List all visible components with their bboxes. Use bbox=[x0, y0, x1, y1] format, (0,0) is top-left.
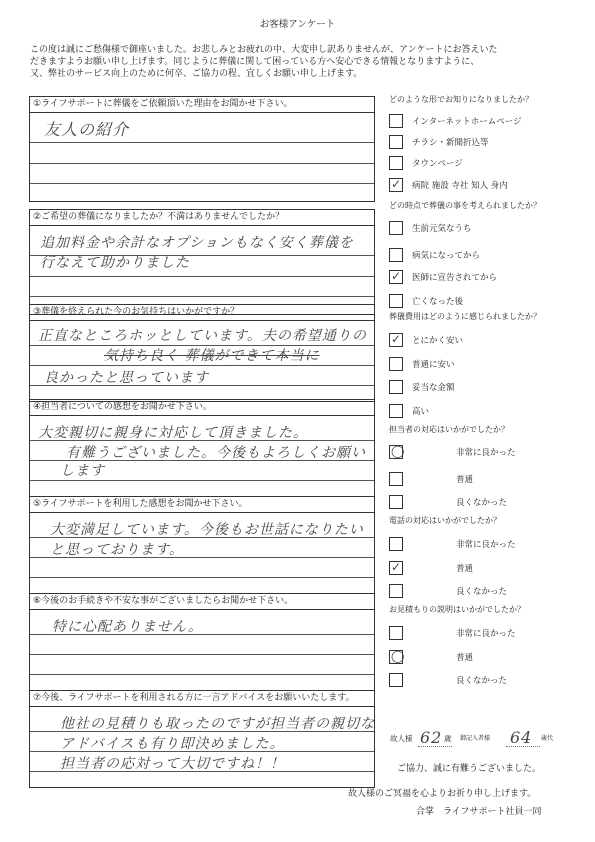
question-7-answer: 他社の見積りも取ったのですが担当者の親切な bbox=[60, 716, 375, 732]
writer-age-value: 64 bbox=[510, 728, 533, 747]
question-5-answer: 大変満足しています。今後もお世話になりたい bbox=[50, 522, 364, 538]
checkbox[interactable] bbox=[389, 650, 403, 664]
question-3-answer: 気持ち良く 葬儀ができて本当に bbox=[104, 348, 320, 364]
footer-thanks: ご協力、誠に有難うございました。 bbox=[397, 764, 542, 774]
checkbox[interactable] bbox=[389, 114, 403, 128]
checkbox[interactable] bbox=[389, 584, 403, 598]
checkbox-label: 普通 bbox=[456, 653, 474, 663]
question-7-box bbox=[29, 690, 375, 788]
checkbox[interactable] bbox=[389, 380, 403, 394]
checkbox-label: 非常に良かった bbox=[456, 540, 516, 550]
question-4-answer: 有難うございました。今後もよろしくお願い bbox=[66, 445, 366, 461]
checkbox-label: 病気になってから bbox=[412, 251, 481, 261]
checkbox[interactable] bbox=[389, 135, 403, 149]
right-question-label: お見積もりの説明はいかがでしたか？ bbox=[389, 605, 525, 614]
checkbox-label: 良くなかった bbox=[456, 498, 508, 508]
checkbox[interactable] bbox=[389, 178, 403, 192]
checkbox-label: 普通 bbox=[456, 475, 474, 485]
checkbox[interactable] bbox=[389, 495, 403, 509]
question-3-label: ③葬儀を終えられた今のお気持ちはいかがですか？ bbox=[30, 305, 374, 321]
checkbox-label: インターネットホームページ bbox=[412, 117, 522, 127]
right-question-label: 担当者の対応はいかがでしたか？ bbox=[389, 425, 509, 434]
checkbox[interactable] bbox=[389, 357, 403, 371]
question-2-answer: 行なえて助かりました bbox=[40, 255, 190, 271]
question-4-answer: 大変親切に親身に対応して頂きました。 bbox=[38, 425, 308, 441]
right-question-label: 葬儀費用はどのように感じられましたか？ bbox=[389, 312, 541, 321]
writer-age-line bbox=[506, 746, 540, 747]
question-2-label: ②ご希望の葬儀になりましたか？不満はありませんでしたか？ bbox=[30, 210, 374, 226]
question-4-box bbox=[29, 399, 375, 497]
checkbox[interactable] bbox=[389, 294, 403, 308]
intro-text bbox=[30, 44, 575, 80]
question-6-label: ⑥今後のお手続きや不安な事がございましたらお聞かせ下さい。 bbox=[30, 594, 374, 610]
check-mark-icon: ✓ bbox=[391, 560, 402, 574]
question-1-answer: 友人の紹介 bbox=[44, 120, 130, 139]
checkbox[interactable] bbox=[389, 561, 403, 575]
survey-title: お客様アンケート bbox=[259, 19, 336, 30]
right-question-label: どの時点で葬儀の事を考えられましたか？ bbox=[389, 201, 541, 210]
intro-line: この度は誠にご愁傷様で御座いました。お悲しみとお疲れの中、大変申し訳ありませんが、アンケートにお答えいた bbox=[30, 45, 498, 55]
question-3-answer: 正直なところホッとしています。夫の希望通りの bbox=[38, 328, 367, 344]
checkbox-label: とにかく安い bbox=[412, 336, 464, 346]
footer-prayer: 故人様のご冥福を心よりお祈り申し上げます。 bbox=[348, 789, 537, 799]
check-mark-icon: ✓ bbox=[391, 269, 402, 283]
checkbox[interactable] bbox=[389, 537, 403, 551]
checkbox-label: 良くなかった bbox=[456, 676, 508, 686]
question-2-box bbox=[29, 209, 375, 315]
checkbox-label: 良くなかった bbox=[456, 587, 508, 597]
question-2-answer: 追加料金や余計なオプションもなく安く葬儀を bbox=[40, 235, 354, 251]
question-7-answer: 担当者の応対って大切ですね！！ bbox=[60, 756, 285, 772]
deceased-age-value: 62 bbox=[420, 728, 443, 747]
deceased-age-unit: 歳 bbox=[444, 734, 452, 743]
question-3-answer: 良かったと思っています bbox=[44, 370, 209, 386]
deceased-age-line bbox=[418, 746, 452, 747]
intro-line: 又、弊社のサービス向上のために何卒、ご協力の程、宜しくお願い申し上げます。 bbox=[30, 69, 363, 79]
question-4-answer: します bbox=[60, 463, 105, 479]
question-4-label: ④担当者についての感想をお聞かせ下さい。 bbox=[30, 400, 374, 416]
check-mark-icon: ✓ bbox=[391, 332, 402, 346]
question-5-answer: と思っております。 bbox=[50, 542, 184, 558]
check-mark-icon: ✓ bbox=[391, 177, 402, 191]
checkbox-label: 病院 施設 寺社 知人 身内 bbox=[412, 181, 508, 191]
checkbox[interactable] bbox=[389, 404, 403, 418]
checkbox-label: タウンページ bbox=[412, 159, 463, 169]
checkbox-label: 医師に宣告されてから bbox=[412, 273, 498, 283]
question-5-box bbox=[29, 496, 375, 594]
question-7-answer: アドバイスも有り即決めました。 bbox=[60, 736, 285, 752]
question-7-label: ⑦今後、ライフサポートを利用される方に一言アドバイスをお願いいたします。 bbox=[30, 691, 374, 707]
footer-signature: 合掌 ライフサポート社員一同 bbox=[416, 807, 542, 817]
checkbox-label: チラシ・新聞折込等 bbox=[412, 138, 489, 148]
checkbox[interactable] bbox=[389, 221, 403, 235]
checkbox[interactable] bbox=[389, 156, 403, 170]
checkbox-label: 非常に良かった bbox=[456, 629, 516, 639]
writer-age-unit: 歳代 bbox=[541, 735, 554, 742]
checkbox-label: 非常に良かった bbox=[456, 448, 516, 458]
checkbox[interactable] bbox=[389, 333, 403, 347]
checkbox-label: 高い bbox=[412, 407, 430, 417]
right-question-label: どのような形でお知りになりましたか？ bbox=[389, 95, 533, 104]
intro-line: だきますようお願い申し上げます。同じように葬儀に関して困っている方へ安心できる情報となりますように、 bbox=[30, 57, 480, 67]
checkbox-label: 妥当な金額 bbox=[412, 383, 455, 393]
question-5-label: ⑤ライフサポートを利用した感想をお聞かせ下さい。 bbox=[30, 497, 374, 513]
checkbox-label: 普通 bbox=[456, 564, 474, 574]
checkbox-label: 亡くなった後 bbox=[412, 297, 464, 307]
writer-age-label: 御記入者様 bbox=[460, 735, 491, 742]
checkbox[interactable] bbox=[389, 248, 403, 262]
question-3-box bbox=[29, 304, 375, 402]
right-question-label: 電話の対応はいかがでしたか？ bbox=[389, 516, 501, 525]
question-1-label: ①ライフサポートに葬儀をご依頼頂いた理由をお聞かせ下さい。 bbox=[30, 97, 374, 113]
check-mark-icon: ◯ bbox=[391, 444, 405, 458]
question-6-answer: 特に心配ありません。 bbox=[52, 619, 203, 635]
checkbox[interactable] bbox=[389, 626, 403, 640]
checkbox[interactable] bbox=[389, 673, 403, 687]
question-6-box bbox=[29, 593, 375, 691]
question-1-box bbox=[29, 96, 375, 202]
deceased-age-label: 故人様 bbox=[390, 734, 413, 743]
checkbox[interactable] bbox=[389, 270, 403, 284]
checkbox[interactable] bbox=[389, 472, 403, 486]
checkbox[interactable] bbox=[389, 445, 403, 459]
check-mark-icon: ◯ bbox=[391, 649, 405, 663]
checkbox-label: 生前元気なうち bbox=[412, 224, 472, 234]
checkbox-label: 普通に安い bbox=[412, 360, 455, 370]
